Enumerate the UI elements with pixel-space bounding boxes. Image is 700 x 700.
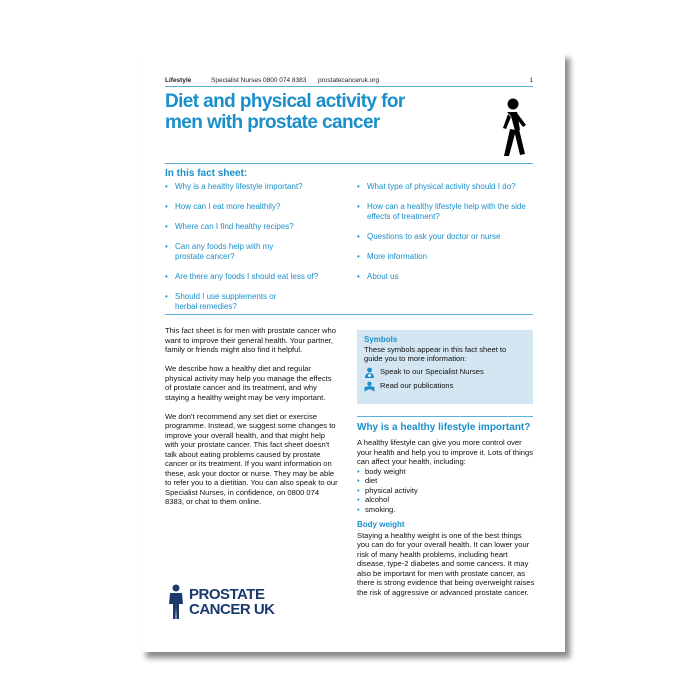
factor-list — [357, 467, 535, 515]
page-title: Diet and physical activity for men with prostate cancer — [165, 91, 405, 133]
toc-link[interactable]: • Should I use supplements or herbal remedies? — [165, 292, 285, 312]
logo-line: CANCER UK — [189, 601, 275, 618]
intro-paragraph: We don't recommend any set diet or exercise programme. Instead, we suggest some changes to improve your overall health, and that might help with your prostate cancer. This fact sheet doesn't talk about eating problems caused by prostate cancer or its treatment. If you want information on these, ask your doctor or nurse. They may be able to refer you to a dietitian. You can also speak to our Specialist Nurses, in confidence, on 0800 074 8383, or chat to them online. — [165, 411, 338, 506]
nurse-icon — [364, 367, 375, 378]
logo-wordmark — [189, 587, 275, 617]
symbols-panel — [357, 330, 533, 404]
list-item: • diet — [357, 476, 535, 486]
toc-link[interactable]: • What type of physical activity should I do? — [357, 182, 537, 202]
symbols-text: These symbols appear in this fact sheet to guide you to more information: — [364, 344, 507, 363]
intro-paragraph: We describe how a healthy diet and regular physical activity may help you manage the effects of prostate cancer and its treatment, and why staying a healthy weight may be very important. — [165, 364, 332, 402]
prostate-cancer-uk-logo — [167, 584, 275, 620]
symbol-publications-label: Read our publications — [380, 381, 454, 391]
section-divider — [357, 416, 533, 417]
document-page — [141, 52, 565, 652]
header-divider — [165, 86, 533, 87]
intro-paragraph: This fact sheet is for men with prostate cancer who want to improve their general health. Your partner, family or friends might also find it helpful. — [165, 326, 336, 354]
toc-link[interactable]: • Why is a healthy lifestyle important? — [165, 182, 335, 202]
toc-link[interactable]: • About us — [357, 272, 537, 292]
toc-heading: In this fact sheet: — [165, 168, 248, 179]
symbol-nurses-label: Speak to our Specialist Nurses — [380, 367, 484, 377]
publications-icon — [364, 381, 375, 392]
toc-link[interactable]: • Questions to ask your doctor or nurse — [357, 232, 537, 252]
logo-figure-icon — [167, 584, 185, 620]
toc-list-left — [165, 182, 335, 312]
subsection-heading: Body weight — [357, 520, 405, 529]
toc-link[interactable]: • How can I eat more healthily? — [165, 202, 335, 222]
toc-link[interactable]: • How can a healthy lifestyle help with the side effects of treatment? — [357, 202, 537, 232]
title-divider — [165, 163, 533, 164]
list-item: • smoking. — [357, 505, 535, 515]
header-website: prostatecanceruk.org — [318, 77, 380, 84]
toc-list-right — [357, 182, 537, 292]
list-item: • alcohol — [357, 495, 535, 505]
toc-link[interactable]: • Can any foods help with my prostate cancer? — [165, 242, 285, 272]
list-item: • body weight — [357, 467, 535, 477]
header-nurses-phone: Specialist Nurses 0800 074 8383 — [211, 77, 307, 84]
header-category: Lifestyle — [165, 77, 192, 84]
running-header — [165, 77, 533, 84]
list-item: • physical activity — [357, 486, 535, 496]
section-heading: Why is a healthy lifestyle important? — [357, 422, 531, 433]
toc-link[interactable]: • More information — [357, 252, 537, 272]
logo-line: PROSTATE — [189, 586, 265, 603]
toc-link[interactable]: • Are there any foods I should eat less of? — [165, 272, 335, 292]
lifestyle-section — [357, 422, 535, 597]
walking-person-icon — [493, 98, 533, 160]
section-text: A healthy lifestyle can give you more control over your health and help you to improve it. Lots of things can affect your health, including: — [357, 438, 534, 466]
toc-divider — [165, 314, 533, 315]
symbol-nurses — [364, 367, 526, 378]
intro-text — [165, 326, 340, 516]
toc-link[interactable]: • Where can I find healthy recipes? — [165, 222, 335, 242]
symbols-heading: Symbols — [364, 335, 398, 344]
page-number: 1 — [529, 77, 533, 84]
symbol-publications — [364, 381, 526, 392]
subsection-text: Staying a healthy weight is one of the best things you can do for your overall health. It can lower your risk of many health problems, including heart disease, type-2 diabetes and some cancers. It may also be important for men with prostate cancer, as there is strong evidence that being overweight raises the risk of aggressive or advanced prostate cancer. — [357, 530, 535, 597]
